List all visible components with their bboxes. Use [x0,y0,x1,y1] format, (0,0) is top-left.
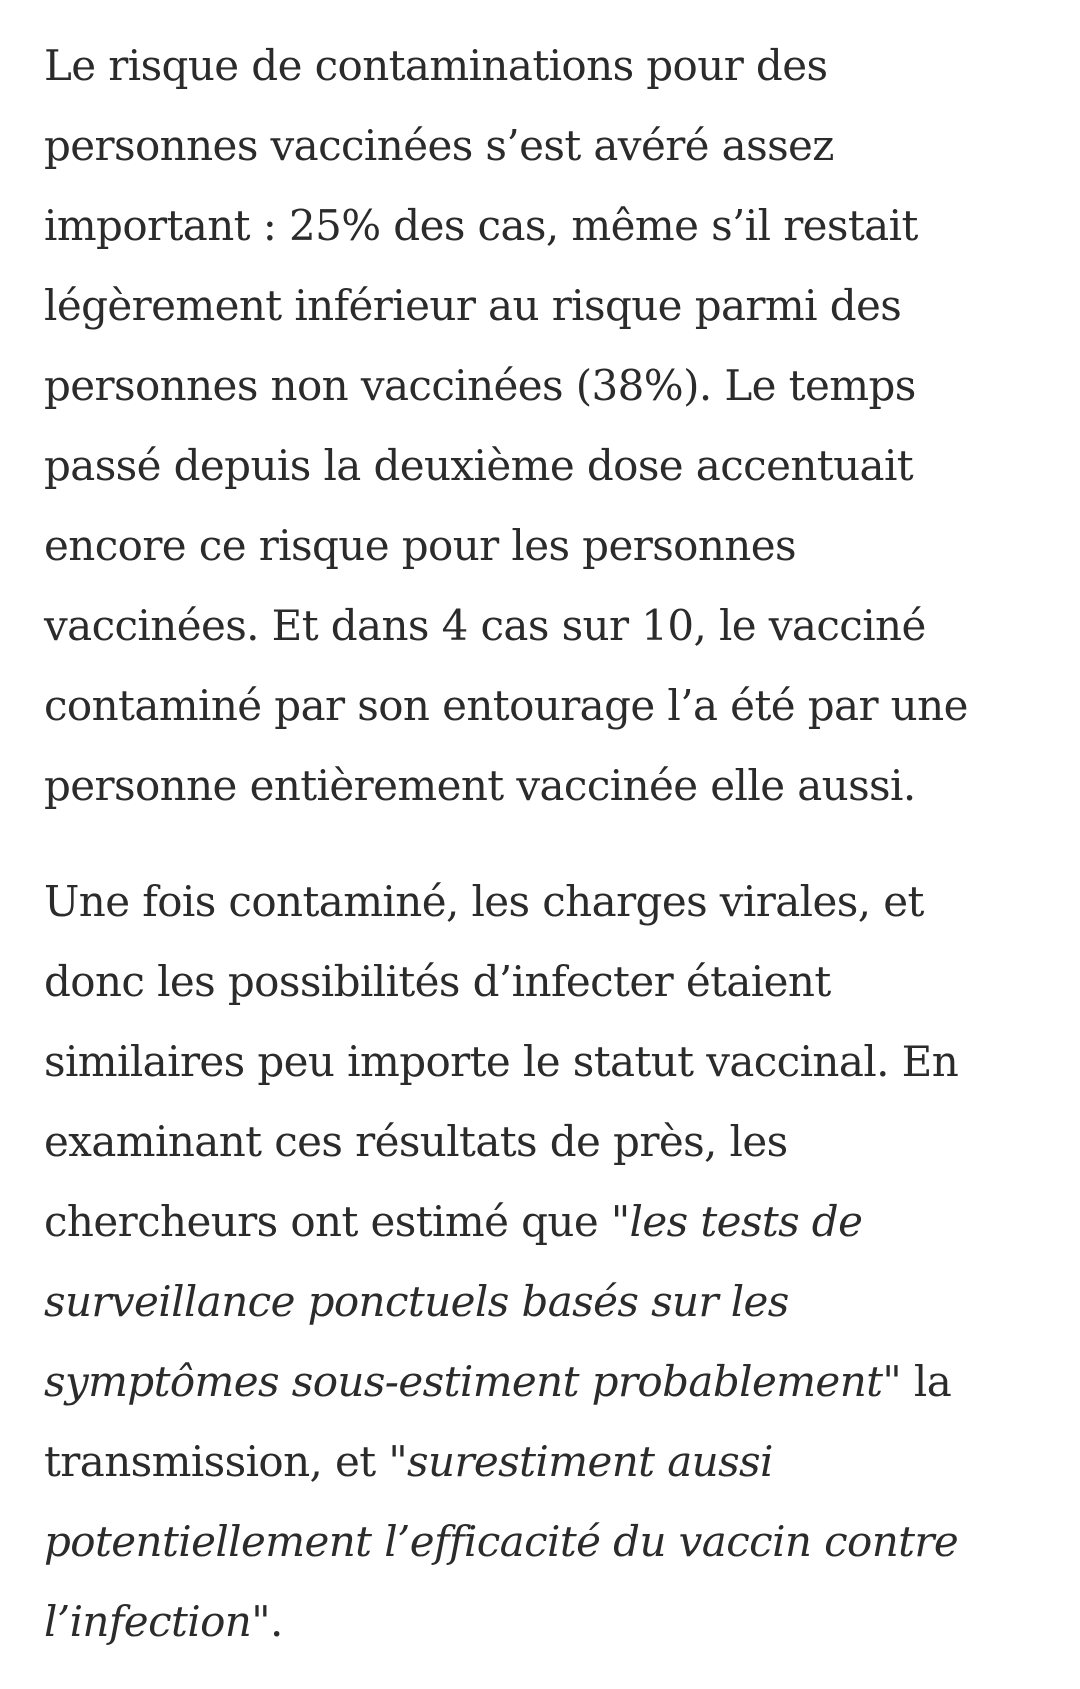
paragraph-1-line: passé depuis la deuxième dose accentuait [44,441,914,490]
plain-text: chercheurs ont estimé que " [44,1197,630,1246]
paragraph-2-line [44,1182,1036,1262]
paragraph-2-line: Une fois contaminé, les charges virales, et [44,877,924,926]
paragraph-2-line [44,1342,1036,1422]
paragraph-1-line: vaccinées. Et dans 4 cas sur 10, le vacciné [44,601,926,650]
paragraph-2-line: donc les possibilités d’infecter étaient [44,957,831,1006]
quote-italic: surveillance ponctuels basés sur les [44,1277,789,1326]
paragraph-2 [44,862,1036,1662]
quote-italic: potentiellement l’efficacité du vaccin contre [44,1517,959,1566]
paragraph-1-line: personne entièrement vaccinée elle aussi. [44,761,916,810]
quote-italic: surestiment aussi [407,1437,773,1486]
plain-text: ". [251,1597,283,1646]
paragraph-2-line: examinant ces résultats de près, les [44,1117,788,1166]
quote-italic: les tests de [629,1197,863,1246]
quote-italic: l’infection [44,1597,252,1646]
paragraph-1-line: important : 25% des cas, même s’il restait [44,201,918,250]
paragraph-1 [44,26,1036,826]
paragraph-1-line: encore ce risque pour les personnes [44,521,796,570]
paragraph-1-line: Le risque de contaminations pour des [44,41,828,90]
paragraph-1-line: légèrement inférieur au risque parmi des [44,281,902,330]
plain-text: " la [882,1357,952,1406]
paragraph-2-line [44,1582,1036,1662]
paragraph-1-line: personnes vaccinées s’est avéré assez [44,121,834,170]
paragraph-2-line [44,1502,1036,1582]
plain-text: transmission, et " [44,1437,408,1486]
paragraph-1-line: contaminé par son entourage l’a été par une [44,681,968,730]
paragraph-2-line [44,1422,1036,1502]
paragraph-1-line: personnes non vaccinées (38%). Le temps [44,361,916,410]
paragraph-2-line [44,1262,1036,1342]
quote-italic: symptômes sous-estiment probablement [44,1357,883,1406]
paragraph-2-line: similaires peu importe le statut vaccinal. En [44,1037,959,1086]
